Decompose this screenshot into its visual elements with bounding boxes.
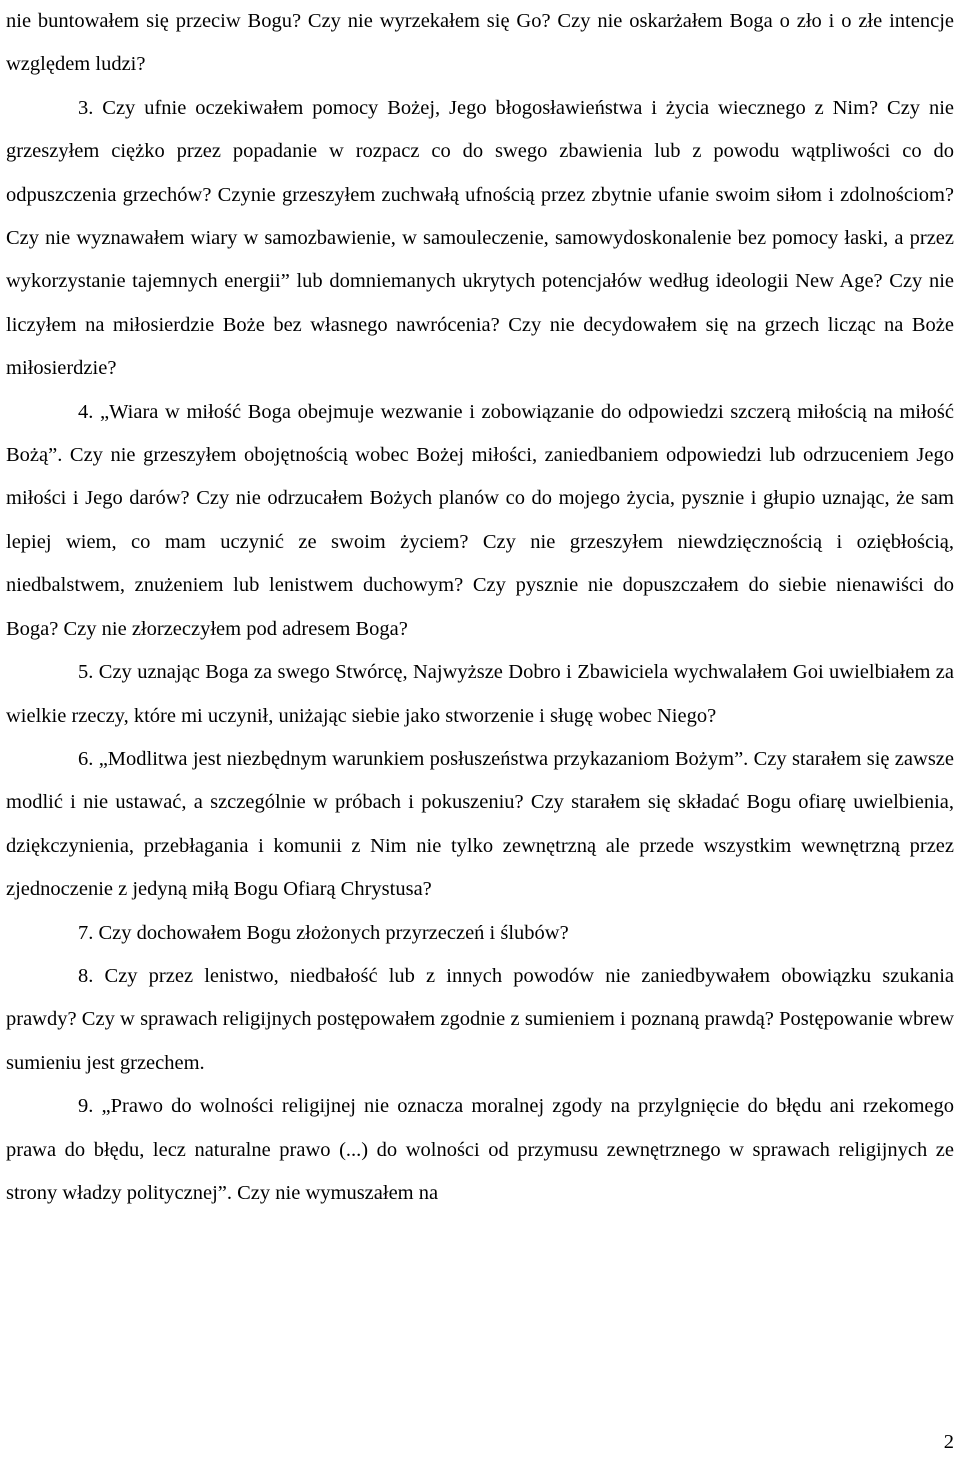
paragraph-item-8: 8. Czy przez lenistwo, niedbałość lub z innych powodów nie zaniedbywałem obowiązku szukania prawdy? Czy w sprawach religijnych postępowałem zgodnie z sumieniem i poznaną prawdą? Postępowanie wbrew sumieniu jest grzechem. (6, 964, 954, 1074)
document-body (6, 0, 954, 1215)
paragraph-continuation: nie buntowałem się przeciw Bogu? Czy nie wyrzekałem się Go? Czy nie oskarżałem Boga o zło i o złe intencje względem ludzi? (6, 10, 954, 76)
paragraph-item-5: 5. Czy uznając Boga za swego Stwórcę, Najwyższe Dobro i Zbawiciela wychwalałem Goi uwielbiałem za wielkie rzeczy, które mi uczynił, uniżając siebie jako stworzenie i sługę wobec Niego? (6, 661, 954, 727)
paragraph-item-9: 9. „Prawo do wolności religijnej nie oznacza moralnej zgody na przylgnięcie do błędu ani rzekomego prawa do błędu, lecz naturalne prawo (...) do wolności od przymusu zewnętrznego w sprawach religijnych ze strony władzy politycznej”. Czy nie wymuszałem na (6, 1095, 954, 1204)
paragraph-item-3: 3. Czy ufnie oczekiwałem pomocy Bożej, Jego błogosławieństwa i życia wiecznego z Nim? Czy nie grzeszyłem ciężko przez popadanie w rozpacz co do swego zbawienia lub z powodu wątpliwości co do odpuszczenia grzechów? Czynie grzeszyłem zuchwałą ufnością przez zbytnie ufanie swoim siłom i zdolnościom? Czy nie wyznawałem wiary w samozbawienie, w samouleczenie, samowydoskonalenie bez pomocy łaski, a przez wykorzystanie tajemnych energii” lub domniemanych ukrytych potencjałów według ideologii New Age? Czy nie liczyłem na miłosierdzie Boże bez własnego nawrócenia? Czy nie decydowałem się na grzech licząc na Boże miłosierdzie? (6, 96, 954, 380)
paragraph-item-7: 7. Czy dochowałem Bogu złożonych przyrzeczeń i ślubów? (78, 921, 569, 944)
paragraph-item-4: 4. „Wiara w miłość Boga obejmuje wezwanie i zobowiązanie do odpowiedzi szczerą miłością na miłość Bożą”. Czy nie grzeszyłem obojętnością wobec Bożej miłości, zaniedbaniem odpowiedzi lub odrzuceniem Jego miłości i Jego darów? Czy nie odrzucałem Bożych planów co do mojego życia, pysznie i głupio uznając, że sam lepiej wiem, co mam uczynić ze swoim życiem? Czy nie grzeszyłem niewdzięcznością i oziębłością, niedbalstwem, znużeniem lub lenistwem duchowym? Czy pysznie nie dopuszczałem do siebie nienawiści do Boga? Czy nie złorzeczyłem pod adresem Boga? (6, 400, 954, 640)
paragraph-item-6: 6. „Modlitwa jest niezbędnym warunkiem posłuszeństwa przykazaniom Bożym”. Czy starałem się zawsze modlić i nie ustawać, a szczególnie w próbach i pokuszeniu? Czy starałem się składać Bogu ofiarę uwielbienia, dziękczynienia, przebłagania i komunii z Nim nie tylko zewnętrzną ale przede wszystkim wewnętrzną przez zjednoczenie z jedyną miłą Bogu Ofiarą Chrystusa? (6, 747, 954, 901)
page-number: 2 (943, 1431, 954, 1453)
